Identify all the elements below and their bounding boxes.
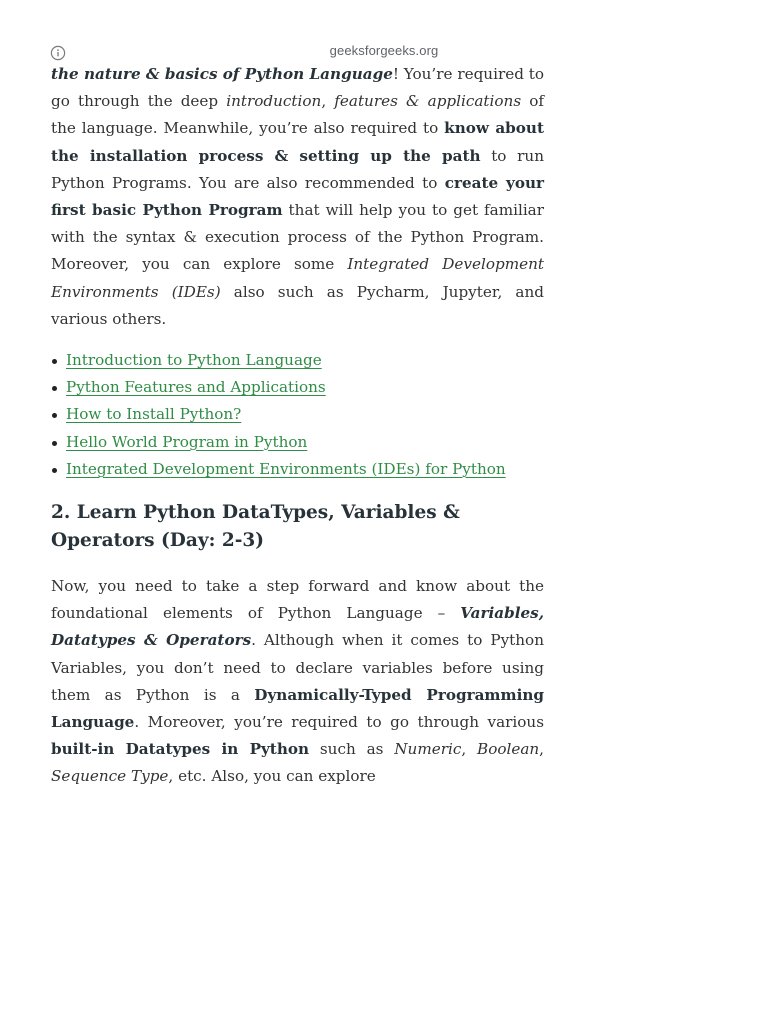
list-item (51, 347, 544, 374)
text-segment: Numeric (394, 740, 462, 759)
site-url[interactable]: geeksforgeeks.org (329, 43, 439, 58)
link-ides-for-python[interactable]: Integrated Development Environments (IDEs) for Python (66, 459, 506, 478)
text-segment: the nature & basics of Python Language (51, 65, 393, 83)
text-segment: . Although when it comes to Python Variables, you don’t need to declare variables before using them as Python is a (51, 631, 544, 704)
link-hello-world[interactable]: Hello World Program in Python (66, 432, 308, 451)
text-segment: create your first basic Python Program (51, 173, 544, 220)
text-segment: Variables, Datatypes & Operators (51, 604, 544, 650)
section-heading: 2. Learn Python DataTypes, Variables & Operators (Day: 2-3) (51, 502, 460, 552)
list-item (51, 401, 544, 428)
list-item (51, 429, 544, 456)
list-item (51, 456, 544, 483)
text-segment: of the language. Meanwhile, you’re also required to (51, 92, 545, 138)
text-segment: , (321, 92, 335, 111)
text-segment: Integrated Development Environments (IDEs) (51, 255, 544, 301)
link-python-features[interactable]: Python Features and Applications (66, 378, 326, 397)
text-segment: such as (309, 740, 395, 759)
text-segment: Dynamically-Typed Programming Language (51, 685, 545, 732)
text-segment: , (461, 740, 478, 759)
text-segment: also such as Pycharm, Jupyter, and various others. (51, 282, 544, 328)
section-paragraph (51, 573, 544, 791)
text-segment: that will help you to get familiar with the syntax & execution process of the Python Program. Moreover, you can explore some (51, 201, 544, 274)
intro-paragraph (51, 61, 544, 333)
text-segment: Now, you need to take a step forward and know about the foundational elements of Python Language – (51, 577, 544, 623)
text-segment: know about the installation process & setting up the path (51, 119, 544, 165)
text-segment: ! You’re required to go through the deep (51, 65, 544, 111)
text-segment: , etc. Also, you can explore (168, 767, 376, 786)
text-segment: introduction (226, 92, 322, 111)
link-introduction-to-python[interactable]: Introduction to Python Language (66, 351, 322, 370)
link-install-python[interactable]: How to Install Python? (66, 405, 242, 424)
text-segment: Sequence Type (51, 767, 169, 786)
article-content (51, 61, 544, 791)
text-segment: features & applications (334, 92, 522, 111)
text-segment: to run Python Programs. You are also recommended to (51, 146, 544, 192)
text-segment: . Moreover, you’re required to go through various (134, 713, 544, 732)
text-segment: built-in Datatypes in Python (51, 740, 310, 759)
tutorial-links-list (51, 347, 544, 483)
text-segment: , (539, 740, 544, 759)
text-segment: Boolean (477, 740, 540, 759)
list-item (51, 374, 544, 401)
